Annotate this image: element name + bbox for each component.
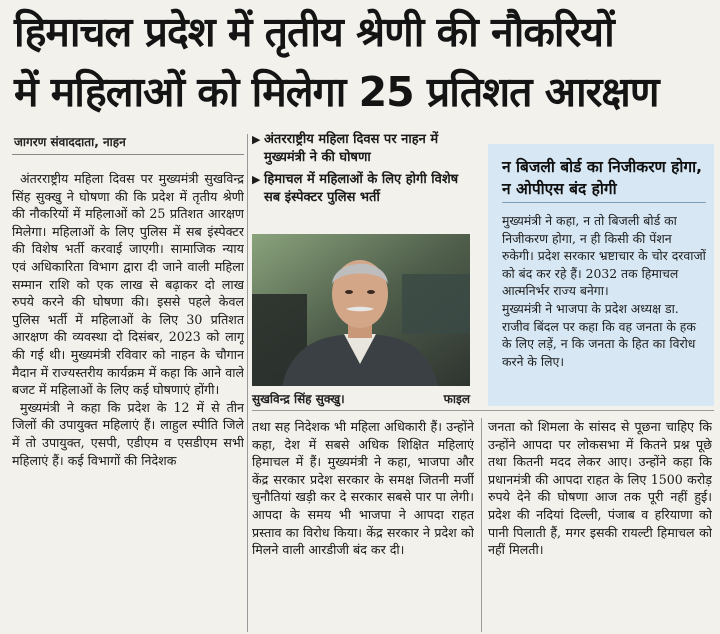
headline [14,2,714,122]
photo-caption [252,390,470,407]
sidebar-box [488,144,714,406]
article-column-2 [252,418,474,632]
highlight-bullet [252,131,476,167]
portrait-illustration [252,234,470,386]
caption-name: सुखविन्द्र सिंह सुक्खु। [252,392,345,406]
sidebar-paragraph: मुख्यमंत्री ने भाजपा के प्रदेश अध्यक्ष डा. राजीव बिंदल पर कहा कि वह जनता के हक के लिए लड़ें, न कि जनता के हित का विरोध करने के लिए। [502,300,696,369]
article-column-3 [488,418,712,632]
sidebar-heading: न बिजली बोर्ड का निजीकरण होगा, न ओपीएस बंद होगी [502,158,703,198]
byline: जागरण संवाददाता, नाहन [14,135,126,149]
article-paragraph: अंतरराष्ट्रीय महिला दिवस पर मुख्यमंत्री सुखविन्द्र सिंह सुक्खु ने घोषणा की कि प्रदेश में तृतीय श्रेणी की नौकरियों में महिलाओं को 25 प्रतिशत आरक्षण मिलेगा। महिलाओं के लिए पुलिस में सब इंस्पेक्टर की विशेष भर्ती करवाई जाएगी। सामाजिक न्याय एवं अधिकारिता विभाग द्वारा दी जाने वाली महिला सम्मान राशि को एक लाख से बढ़ाकर दो लाख रुपये करने की घोषणा की। इससे पहले केवल पुलिस भर्ती में महिलाओं के लिए 30 प्रतिशत आरक्षण की व्यवस्था दो दिसंबर, 2023 को लागू की गई थी। मुख्यमंत्री रविवार को नाहन के चौगान मैदान में राज्यस्तरीय कार्यक्रम में कहा कि आने वाले बजट में महिलाओं के लिए कई घोषणाएं होंगी। [12,171,244,398]
lower-section-rule [252,410,714,411]
chief-minister-photo [252,234,470,386]
caption-credit: फाइल [443,392,470,406]
column-divider [481,418,482,632]
headline-line-2: में महिलाओं को मिलेगा 25 प्रतिशत आरक्षण [14,68,659,116]
column-divider [247,134,248,632]
sidebar-paragraph: मुख्यमंत्री ने कहा, न तो बिजली बोर्ड का निजीकरण होगा, न ही किसी की पेंशन रुकेगी। प्रदेश सरकार भ्रष्टाचार के चोर दरवाजों को बंद कर रहे हैं। 2032 तक हिमाचल आत्मनिर्भर राज्य बनेगा। [502,213,706,299]
article-paragraph: जनता को शिमला के सांसद से पूछना चाहिए कि उन्होंने आपदा पर लोकसभा में कितने प्रश्न पूछे तथा कितनी मदद लेकर आए। उन्होंने कहा कि प्रधानमंत्री की आपदा राहत के लिए 1500 करोड़ रुपये देने की घोषणा आज तक पूरी नहीं हुई। प्रदेश की नदियां दिल्ली, पंजाब व हरियाणा को पानी पिलाती हैं, मगर इसकी रायल्टी हिमाचल को नहीं मिलती। [488,419,712,558]
article-paragraph: तथा सह निदेशक भी महिला अधिकारी हैं। उन्होंने कहा, देश में सबसे अधिक शिक्षित महिलाएं हिमाचल में हैं। मुख्यमंत्री ने कहा, भाजपा और केंद्र सरकार प्रदेश सरकार के समक्ष जितनी मर्जी चुनौतियां खड़ी कर दे सरकार सबसे पार पा लेगी। आपदा के समय भी भाजपा ने आपदा राहत प्रस्ताव का विरोध किया। केंद्र सरकार ने प्रदेश को मिलने वाली आरडीजी बंद कर दी। [252,419,474,558]
highlight-text: हिमाचल में महिलाओं के लिए होगी विशेष सब इंस्पेक्टर पुलिस भर्ती [264,172,459,205]
byline-rule [12,154,244,155]
sidebar-rule [502,202,706,203]
triangle-bullet-icon: ▶ [252,133,261,146]
highlight-bullets [252,131,476,211]
article-column-1 [12,170,244,632]
sidebar-body [502,212,706,370]
article-paragraph: मुख्यमंत्री ने कहा कि प्रदेश के 12 में से तीन जिलों की उपायुक्त महिलाएं हैं। लाहुल स्पीति जिले में तो उपायुक्त, एसपी, एडीएम व एसडीएम सभी महिलाएं हैं। कई विभागों की निदेशक [12,399,244,468]
highlight-text: अंतरराष्ट्रीय महिला दिवस पर नाहन में मुख्यमंत्री ने की घोषणा [264,132,439,165]
triangle-bullet-icon: ▶ [252,173,261,186]
highlight-bullet [252,171,476,207]
headline-line-1: हिमाचल प्रदेश में तृतीय श्रेणी की नौकरियों [14,8,614,56]
